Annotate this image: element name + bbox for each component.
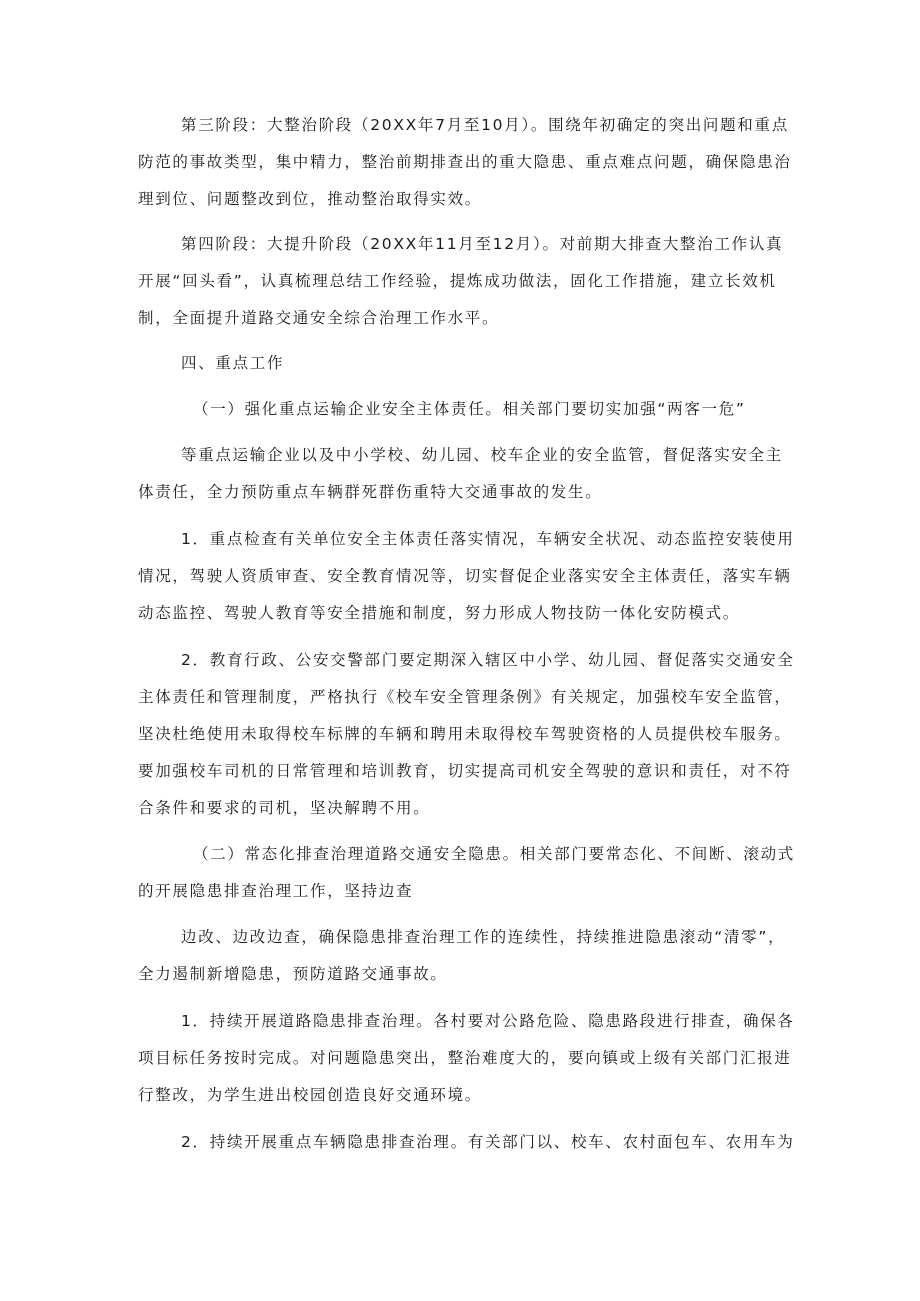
item2-cont-line-1: 边改、边改边查，确保隐患排查治理工作的连续性，持续推进隐患滚动“清零”， (181, 928, 786, 946)
item1-line-2: 体责任，全力预防重点车辆群死群伤重特大交通事故的发生。 (138, 483, 603, 501)
item2-1-line-1: 1．持续开展道路隐患排查治理。各村要对公路危险、隐患路段进行排查，确保各 (181, 1012, 795, 1030)
item2-2-line-1: 2．持续开展重点车辆隐患排查治理。有关部门以、校车、农村面包车、农用车为 (181, 1133, 795, 1151)
item2-1-line-3: 行整改，为学生进出校园创造良好交通环境。 (138, 1086, 483, 1104)
item1-1-line-3: 动态监控、驾驶人教育等安全措施和制度，努力形成人物技防一体化安防模式。 (138, 604, 741, 622)
item2-line-2: 的开展隐患排查治理工作，坚持边查 (138, 882, 414, 900)
item1-heading: （一）强化重点运输企业安全主体责任。相关部门要切实加强“两客一危” (193, 400, 746, 418)
stage4-line-1: 第四阶段：大提升阶段（20XX年11月至12月）。对前期大排查大整治工作认真 (181, 235, 784, 253)
item1-2-line-1: 2．教育行政、公安交警部门要定期深入辖区中小学、幼儿园、督促落实交通安全 (181, 651, 795, 669)
stage4-line-3: 制，全面提升道路交通安全综合治理工作水平。 (138, 309, 500, 327)
item1-line-1: 等重点运输企业以及中小学校、幼儿园、校车企业的安全监管，督促落实安全主 (181, 446, 784, 464)
stage3-line-1: 第三阶段：大整治阶段（20XX年7月至10月）。围绕年初确定的突出问题和重点 (181, 116, 789, 134)
item2-1-line-2: 项目标任务按时完成。对问题隐患突出，整治难度大的，要向镇或上级有关部门汇报进 (138, 1049, 792, 1067)
stage4-line-2: 开展“回头看”，认真梳理总结工作经验，提炼成功做法，固化工作措施，建立长效机 (138, 272, 777, 290)
stage3-line-3: 理到位、问题整改到位，推动整治取得实效。 (138, 190, 483, 208)
item1-2-line-4: 要加强校车司机的日常管理和培训教育，切实提高司机安全驾驶的意识和责任，对不符 (138, 762, 792, 780)
item2-line-1: （二）常态化排查治理道路交通安全隐患。相关部门要常态化、不间断、滚动式 (193, 845, 796, 863)
item2-cont-line-2: 全力遏制新增隐患，预防道路交通事故。 (138, 965, 448, 983)
item1-1-line-1: 1．重点检查有关单位安全主体责任落实情况，车辆安全状况、动态监控安装使用 (181, 530, 795, 548)
section-heading: 四、重点工作 (181, 354, 285, 372)
stage3-line-2: 防范的事故类型，集中精力，整治前期排查出的重大隐患、重点难点问题，确保隐患治 (138, 153, 792, 171)
item1-2-line-5: 合条件和要求的司机，坚决解聘不用。 (138, 799, 431, 817)
item1-2-line-3: 坚决杜绝使用未取得校车标牌的车辆和聘用未取得校车驾驶资格的人员提供校车服务。 (138, 725, 792, 743)
item1-1-line-2: 情况，驾驶人资质审查、安全教育情况等，切实督促企业落实安全主体责任，落实车辆 (138, 567, 792, 585)
item1-2-line-2: 主体责任和管理制度，严格执行《校车安全管理条例》有关规定，加强校车安全监管， (138, 688, 792, 706)
